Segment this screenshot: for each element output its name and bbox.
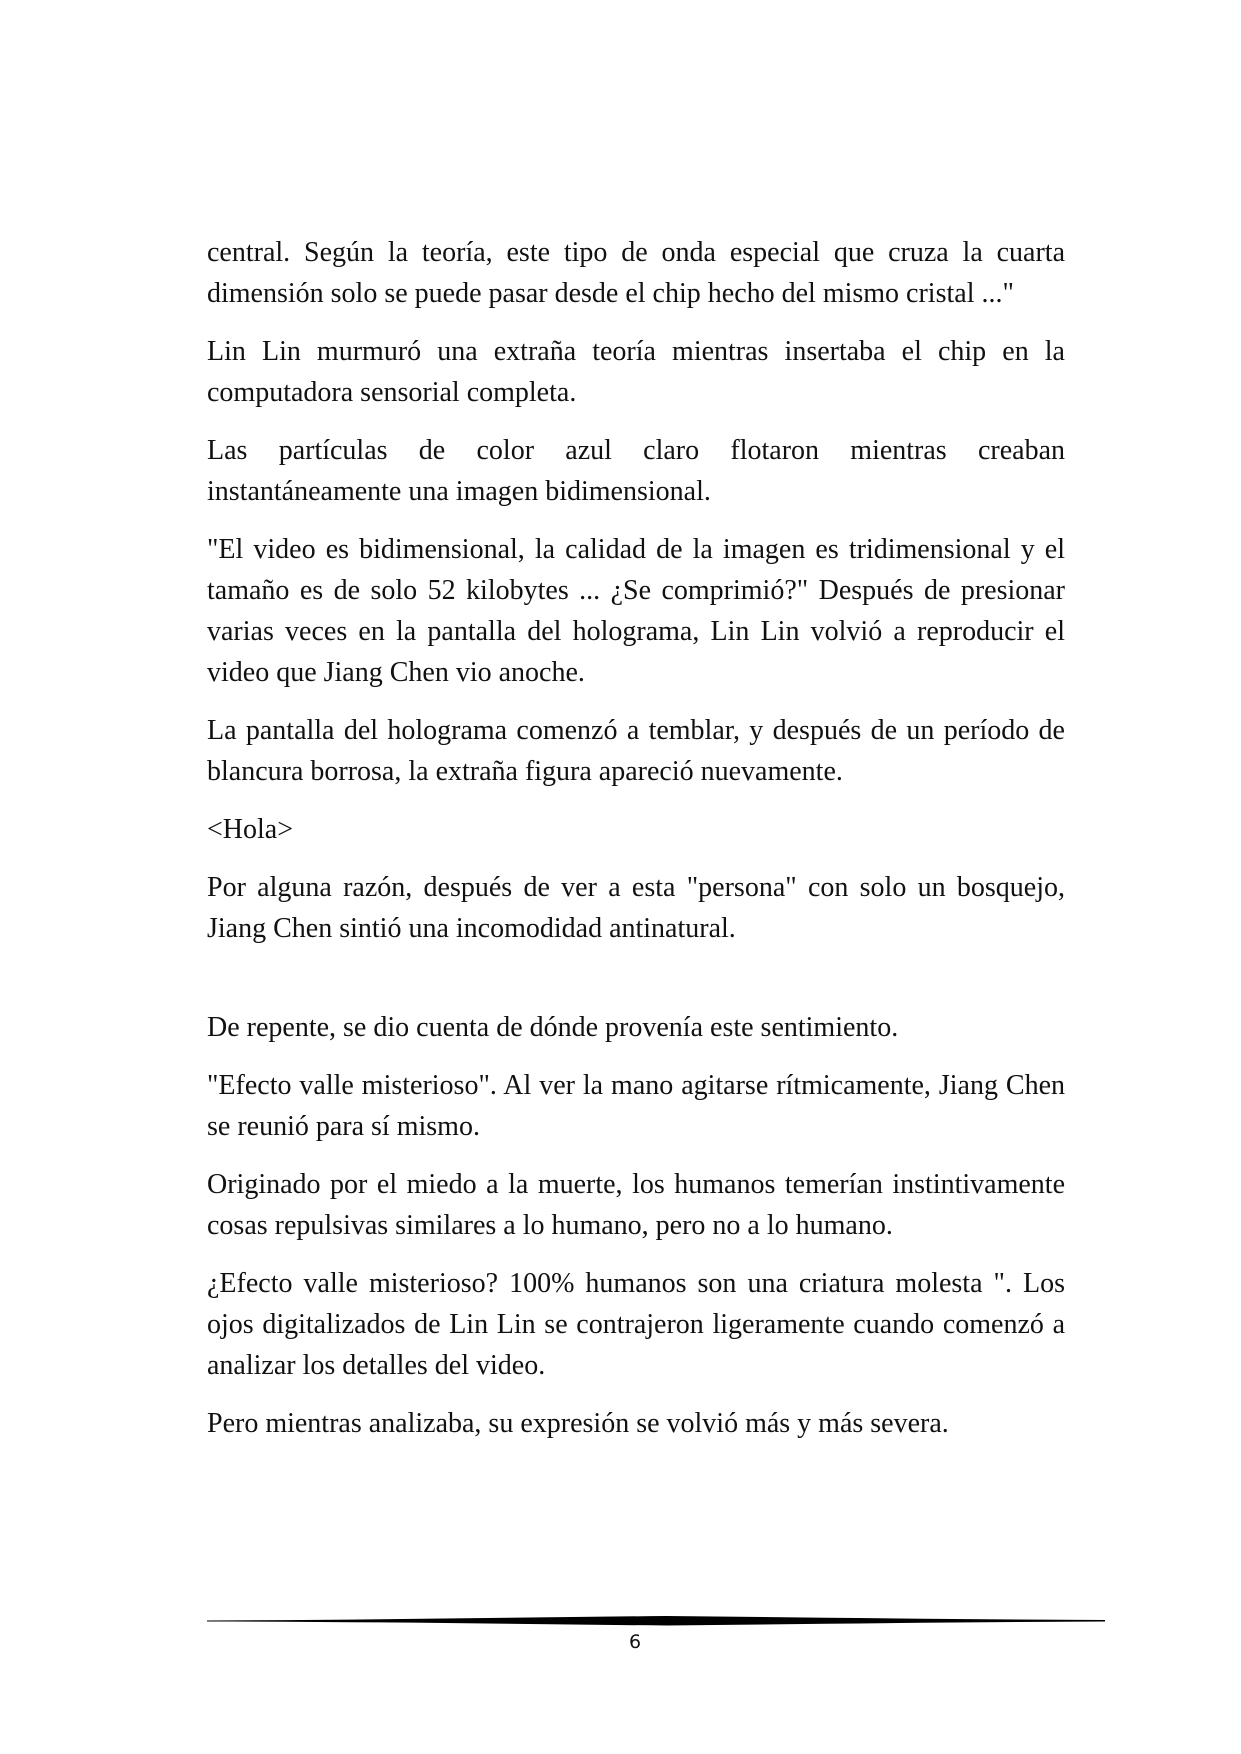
paragraph-6: <Hola> <box>207 814 294 845</box>
paragraph-3: Las partículas de color azul claro flotaron mientras creaban instantáneamente una imagen bidimensional. <box>207 435 1065 507</box>
paragraph-11: ¿Efecto valle misterioso? 100% humanos son una criatura molesta ". Los ojos digitalizados de Lin Lin se contrajeron ligeramente cuando comenzó a analizar los detalles del video. <box>207 1268 1065 1381</box>
paragraph-12: Pero mientras analizaba, su expresión se volvió más y más severa. <box>207 1408 949 1439</box>
page-number: 6 <box>628 1631 642 1653</box>
paragraph-10: Originado por el miedo a la muerte, los humanos temerían instintivamente cosas repulsivas similares a lo humano, pero no a lo humano. <box>207 1169 1065 1241</box>
paragraph-9: "Efecto valle misterioso". Al ver la mano agitarse rítmicamente, Jiang Chen se reunió para sí mismo. <box>207 1070 1065 1142</box>
paragraph-4: "El video es bidimensional, la calidad de la imagen es tridimensional y el tamaño es de solo 52 kilobytes ... ¿Se comprimió?" Después de presionar varias veces en la pantalla del holograma, Lin Lin volvió a reproducir el video que Jiang Chen vio anoche. <box>207 534 1065 688</box>
body-text <box>207 232 1065 1461</box>
paragraph-1: central. Según la teoría, este tipo de onda especial que cruza la cuarta dimensión solo se puede pasar desde el chip hecho del mismo cristal ..." <box>207 237 1065 309</box>
paragraph-2: Lin Lin murmuró una extraña teoría mientras insertaba el chip en la computadora sensorial completa. <box>207 336 1065 408</box>
paragraph-7: Por alguna razón, después de ver a esta "persona" con solo un bosquejo, Jiang Chen sintió una incomodidad antinatural. <box>207 872 1065 944</box>
paragraph-5: La pantalla del holograma comenzó a temblar, y después de un período de blancura borrosa, la extraña figura apareció nuevamente. <box>207 715 1065 787</box>
paragraph-8: De repente, se dio cuenta de dónde provenía este sentimiento. <box>207 1012 899 1043</box>
footer-rule <box>207 1614 1105 1628</box>
